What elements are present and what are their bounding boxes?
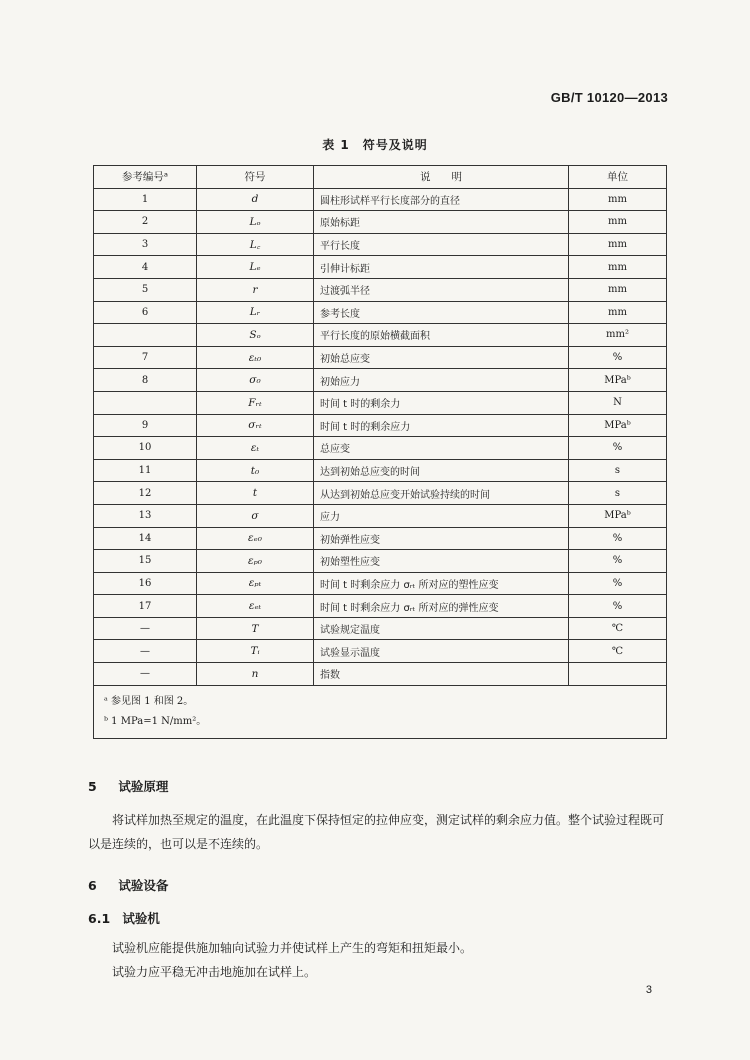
table-row xyxy=(94,459,667,482)
cell-description: 过渡弧半径 xyxy=(314,278,569,301)
cell-description: 达到初始总应变的时间 xyxy=(314,459,569,482)
cell-unit: s xyxy=(569,459,667,482)
cell-ref: 10 xyxy=(94,437,197,460)
section-6-1-line-2: 试验力应平稳无冲击地施加在试样上。 xyxy=(112,965,317,979)
cell-unit: mm xyxy=(569,256,667,279)
table-title: 表 1 符号及说明 xyxy=(322,138,428,152)
cell-description: 时间 t 时剩余应力 σᵣₜ 所对应的弹性应变 xyxy=(314,595,569,618)
col-header-description: 说 明 xyxy=(314,166,569,189)
cell-ref: 12 xyxy=(94,482,197,505)
cell-description: 时间 t 时的剩余力 xyxy=(314,391,569,414)
section-6-heading xyxy=(88,876,168,894)
cell-symbol: εₑ₀ xyxy=(197,527,314,550)
table-row xyxy=(94,482,667,505)
table-notes-row xyxy=(94,685,667,738)
cell-description: 初始应力 xyxy=(314,369,569,392)
table-row xyxy=(94,233,667,256)
cell-ref: 17 xyxy=(94,595,197,618)
cell-symbol: εₜ xyxy=(197,437,314,460)
cell-unit: mm xyxy=(569,188,667,211)
cell-description: 初始塑性应变 xyxy=(314,550,569,573)
cell-description: 原始标距 xyxy=(314,211,569,234)
cell-description: 平行长度的原始横截面积 xyxy=(314,324,569,347)
table-row xyxy=(94,663,667,686)
cell-ref xyxy=(94,324,197,347)
table-notes xyxy=(94,685,667,738)
cell-symbol: r xyxy=(197,278,314,301)
cell-unit: % xyxy=(569,527,667,550)
table-row xyxy=(94,572,667,595)
cell-symbol: Fᵣₜ xyxy=(197,391,314,414)
cell-symbol: Tᵢ xyxy=(197,640,314,663)
cell-ref: 4 xyxy=(94,256,197,279)
cell-unit: ℃ xyxy=(569,640,667,663)
table-row xyxy=(94,527,667,550)
cell-ref: — xyxy=(94,617,197,640)
cell-symbol: L꜀ xyxy=(197,233,314,256)
section-number: 6.1 xyxy=(88,911,111,926)
cell-symbol: εₚ₀ xyxy=(197,550,314,573)
cell-unit: mm² xyxy=(569,324,667,347)
cell-unit: MPaᵇ xyxy=(569,504,667,527)
cell-description: 时间 t 时的剩余应力 xyxy=(314,414,569,437)
section-number: 6 xyxy=(88,878,97,893)
cell-unit: mm xyxy=(569,301,667,324)
cell-unit: % xyxy=(569,346,667,369)
cell-ref: 5 xyxy=(94,278,197,301)
table-row xyxy=(94,369,667,392)
cell-symbol: σ xyxy=(197,504,314,527)
cell-symbol: εₑₜ xyxy=(197,595,314,618)
cell-symbol: εₚₜ xyxy=(197,572,314,595)
cell-symbol: εₜ₀ xyxy=(197,346,314,369)
cell-description: 时间 t 时剩余应力 σᵣₜ 所对应的塑性应变 xyxy=(314,572,569,595)
cell-symbol: Sₒ xyxy=(197,324,314,347)
cell-unit: s xyxy=(569,482,667,505)
cell-unit: mm xyxy=(569,278,667,301)
cell-description: 从达到初始总应变开始试验持续的时间 xyxy=(314,482,569,505)
cell-ref: 15 xyxy=(94,550,197,573)
section-6-1-line-1: 试验机应能提供施加轴向试验力并使试样上产生的弯矩和扭矩最小。 xyxy=(112,941,473,955)
cell-ref: — xyxy=(94,663,197,686)
table-row xyxy=(94,640,667,663)
cell-symbol: t₀ xyxy=(197,459,314,482)
cell-symbol: d xyxy=(197,188,314,211)
table-row xyxy=(94,437,667,460)
page-number: 3 xyxy=(645,984,652,996)
cell-description: 参考长度 xyxy=(314,301,569,324)
cell-description: 引伸计标距 xyxy=(314,256,569,279)
cell-unit: % xyxy=(569,595,667,618)
table-note-b: ᵇ 1 MPa=1 N/mm²。 xyxy=(104,715,207,727)
table-row xyxy=(94,595,667,618)
table-header-row xyxy=(94,166,667,189)
table-row xyxy=(94,550,667,573)
cell-unit: % xyxy=(569,437,667,460)
cell-ref: 11 xyxy=(94,459,197,482)
section-5-paragraph: 将试样加热至规定的温度，在此温度下保持恒定的拉伸应变，测定试样的剩余应力值。整个试验过程既可以是连续的，也可以是不连续的。 xyxy=(88,813,665,851)
cell-ref: — xyxy=(94,640,197,663)
cell-ref: 2 xyxy=(94,211,197,234)
cell-description: 应力 xyxy=(314,504,569,527)
cell-symbol: Lₑ xyxy=(197,256,314,279)
cell-symbol: T xyxy=(197,617,314,640)
table-row xyxy=(94,256,667,279)
table-row xyxy=(94,346,667,369)
cell-unit xyxy=(569,663,667,686)
section-title: 试验机 xyxy=(122,911,160,926)
cell-symbol: Lᵣ xyxy=(197,301,314,324)
cell-description: 指数 xyxy=(314,663,569,686)
cell-description: 总应变 xyxy=(314,437,569,460)
cell-description: 初始总应变 xyxy=(314,346,569,369)
cell-unit: mm xyxy=(569,233,667,256)
cell-description: 圆柱形试样平行长度部分的直径 xyxy=(314,188,569,211)
cell-ref: 13 xyxy=(94,504,197,527)
col-header-symbol: 符号 xyxy=(197,166,314,189)
cell-ref: 8 xyxy=(94,369,197,392)
cell-description: 平行长度 xyxy=(314,233,569,256)
section-number: 5 xyxy=(88,779,97,794)
cell-unit: MPaᵇ xyxy=(569,414,667,437)
cell-symbol: n xyxy=(197,663,314,686)
cell-symbol: σᵣₜ xyxy=(197,414,314,437)
table-row xyxy=(94,324,667,347)
table-row xyxy=(94,188,667,211)
cell-ref: 7 xyxy=(94,346,197,369)
cell-description: 初始弹性应变 xyxy=(314,527,569,550)
cell-ref: 1 xyxy=(94,188,197,211)
cell-ref xyxy=(94,391,197,414)
cell-ref: 3 xyxy=(94,233,197,256)
cell-unit: N xyxy=(569,391,667,414)
cell-unit: mm xyxy=(569,211,667,234)
cell-ref: 16 xyxy=(94,572,197,595)
cell-unit: % xyxy=(569,572,667,595)
section-title: 试验设备 xyxy=(118,878,169,893)
table-row xyxy=(94,504,667,527)
cell-ref: 6 xyxy=(94,301,197,324)
table-note-a: ᵃ 参见图 1 和图 2。 xyxy=(104,695,194,707)
table-row xyxy=(94,278,667,301)
symbols-table xyxy=(93,165,667,739)
cell-ref: 9 xyxy=(94,414,197,437)
cell-description: 试验显示温度 xyxy=(314,640,569,663)
table-row xyxy=(94,391,667,414)
table-row xyxy=(94,301,667,324)
cell-ref: 14 xyxy=(94,527,197,550)
table-row xyxy=(94,617,667,640)
section-title: 试验原理 xyxy=(118,779,169,794)
standard-number: GB/T 10120—2013 xyxy=(550,90,668,105)
cell-unit: ℃ xyxy=(569,617,667,640)
cell-unit: MPaᵇ xyxy=(569,369,667,392)
col-header-unit: 单位 xyxy=(569,166,667,189)
table-row xyxy=(94,414,667,437)
table-row xyxy=(94,211,667,234)
cell-symbol: t xyxy=(197,482,314,505)
section-5-heading xyxy=(88,777,168,795)
cell-symbol: σ₀ xyxy=(197,369,314,392)
cell-symbol: Lₒ xyxy=(197,211,314,234)
cell-description: 试验规定温度 xyxy=(314,617,569,640)
col-header-ref: 参考编号ᵃ xyxy=(94,166,197,189)
section-6-1-heading xyxy=(88,909,160,927)
cell-unit: % xyxy=(569,550,667,573)
